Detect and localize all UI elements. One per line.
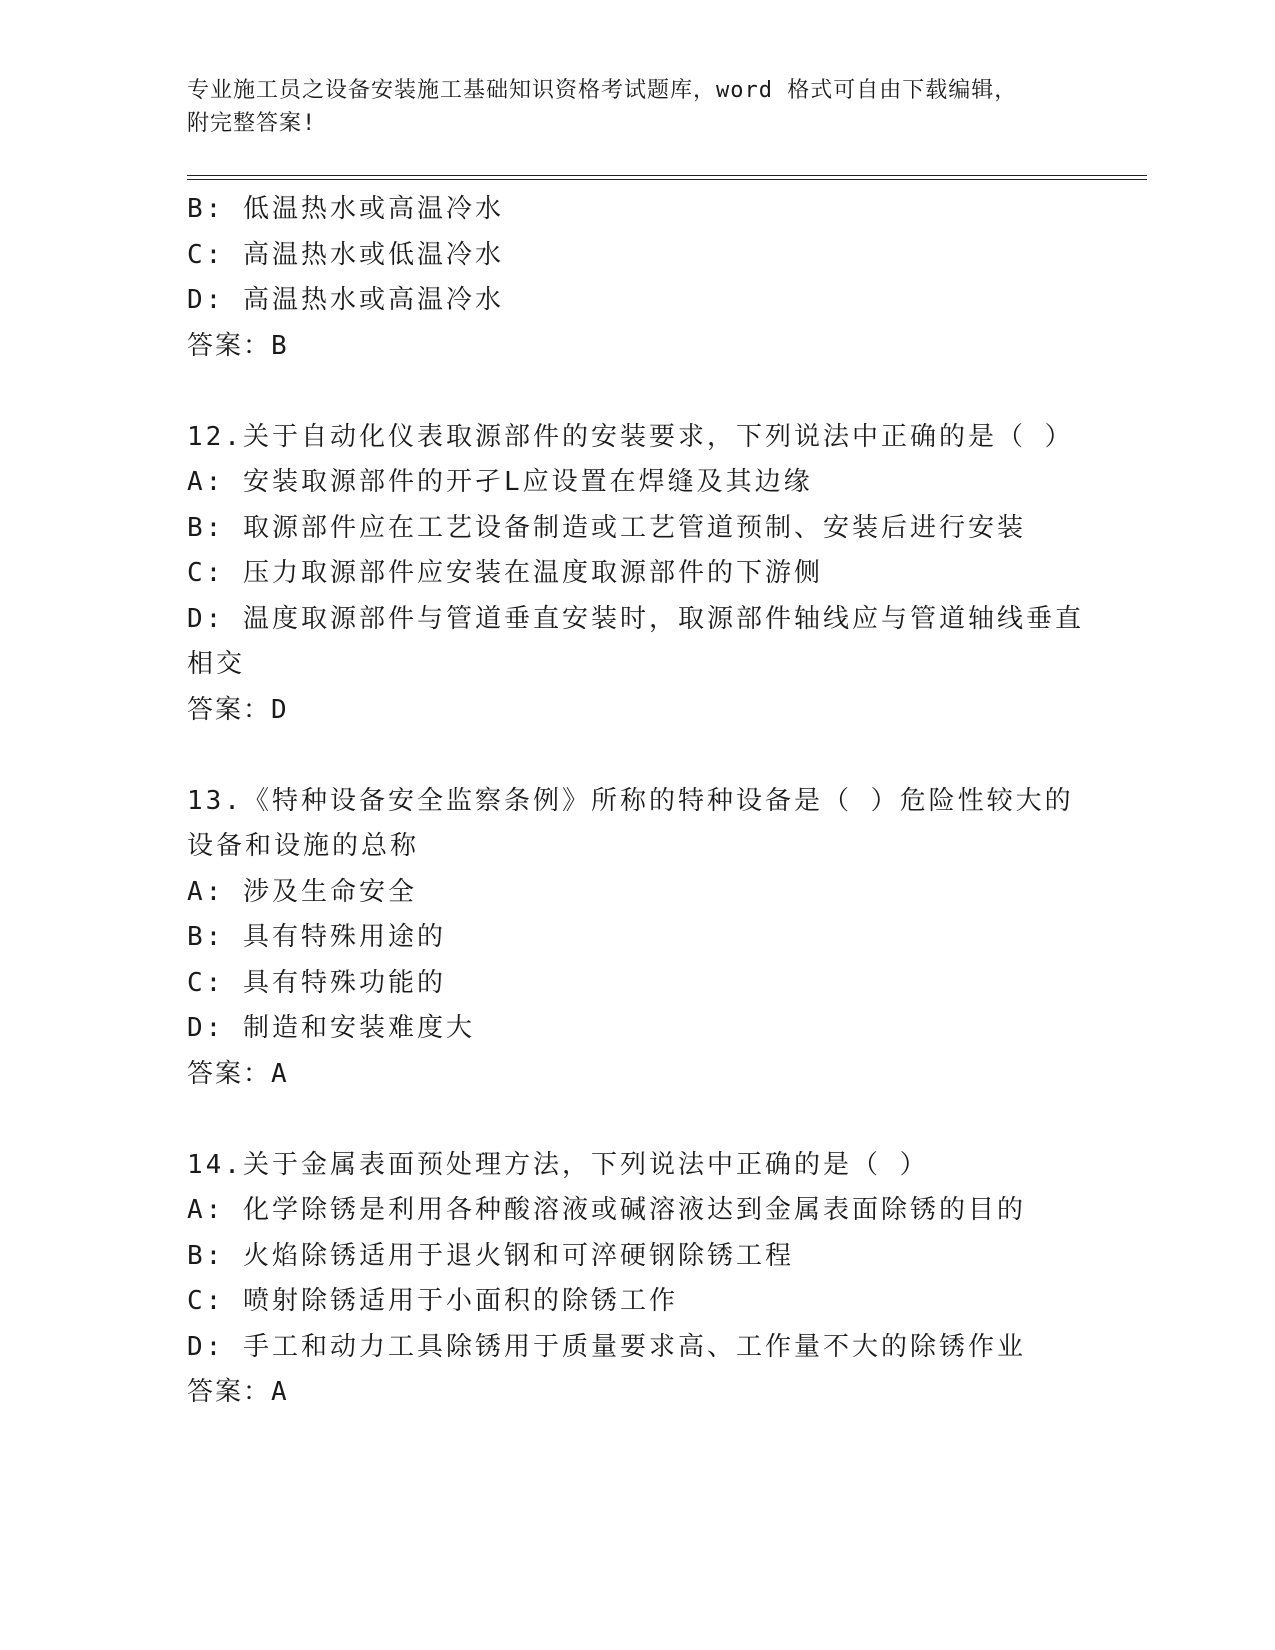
q12-option-a: A: 安装取源部件的开孑L应设置在焊缝及其边缘 [187,467,813,497]
q14-option-b: B: 火焰除锈适用于退火钢和可淬硬钢除锈工程 [187,1240,794,1271]
q14-option-c: C: 喷射除锈适用于小面积的除锈工作 [187,1286,678,1316]
spacer [187,1097,1087,1143]
q14-stem: 14.关于金属表面预处理方法，下列说法中正确的是（ ） [187,1149,929,1180]
q14-option-d: D: 手工和动力工具除锈用于质量要求高、工作量不大的除锈作业 [187,1331,1026,1362]
q14-answer-value: A [271,1377,289,1407]
question-11 [187,187,1087,369]
q13-answer-label: 答案： [187,1058,272,1089]
q12-stem: 12.关于自动化仪表取源部件的安装要求，下列说法中正确的是（ ） [187,421,1074,452]
q13-option-d: D: 制造和安装难度大 [187,1013,475,1043]
question-list [187,187,1087,1416]
q11-answer-value: B [271,330,289,361]
q11-option-b: B: 低温热水或高温冷水 [187,194,504,224]
q13-option-c: C: 具有特殊功能的 [187,967,446,998]
header-divider [187,175,1147,180]
q13-option-b: B: 具有特殊用途的 [187,922,446,952]
q13-answer [187,1052,1087,1098]
q11-option-d: D: 高温热水或高温冷水 [187,285,504,315]
q14-option-a: A: 化学除锈是利用各种酸溶液或碱溶液达到金属表面除锈的目的 [187,1195,1026,1225]
spacer [187,369,1087,415]
question-12 [187,415,1087,734]
question-14 [187,1143,1087,1416]
q11-option-c: C: 高温热水或低温冷水 [187,239,504,270]
question-13 [187,779,1087,1098]
q12-answer-label: 答案： [187,694,272,725]
q14-answer [187,1370,1087,1416]
q13-answer-value: A [271,1058,289,1089]
header-line-2: 附完整答案! [187,111,317,136]
q13-option-a: A: 涉及生命安全 [187,876,417,907]
q13-stem-line-1: 13.《特种设备安全监察条例》所称的特种设备是（ ）危险性较大的 [187,785,1074,816]
spacer [187,733,1087,779]
q11-answer [187,324,1087,370]
q12-option-d-line-2: 相交 [187,649,246,679]
q12-answer-value: D [271,694,289,725]
q14-answer-label: 答案： [187,1377,272,1407]
q12-option-b: B: 取源部件应在工艺设备制造或工艺管道预制、安装后进行安装 [187,512,1026,543]
q13-stem-line-2: 设备和设施的总称 [187,831,420,861]
header-line-1: 专业施工员之设备安装施工基础知识资格考试题库，word 格式可自由下载编辑， [187,78,1018,103]
q12-option-c: C: 压力取源部件应安装在温度取源部件的下游侧 [187,558,823,588]
document-header [187,74,1087,140]
q12-answer [187,688,1087,734]
q11-answer-label: 答案： [187,330,272,361]
q12-option-d-line-1: D: 温度取源部件与管道垂直安装时，取源部件轴线应与管道轴线垂直 [187,603,1084,634]
